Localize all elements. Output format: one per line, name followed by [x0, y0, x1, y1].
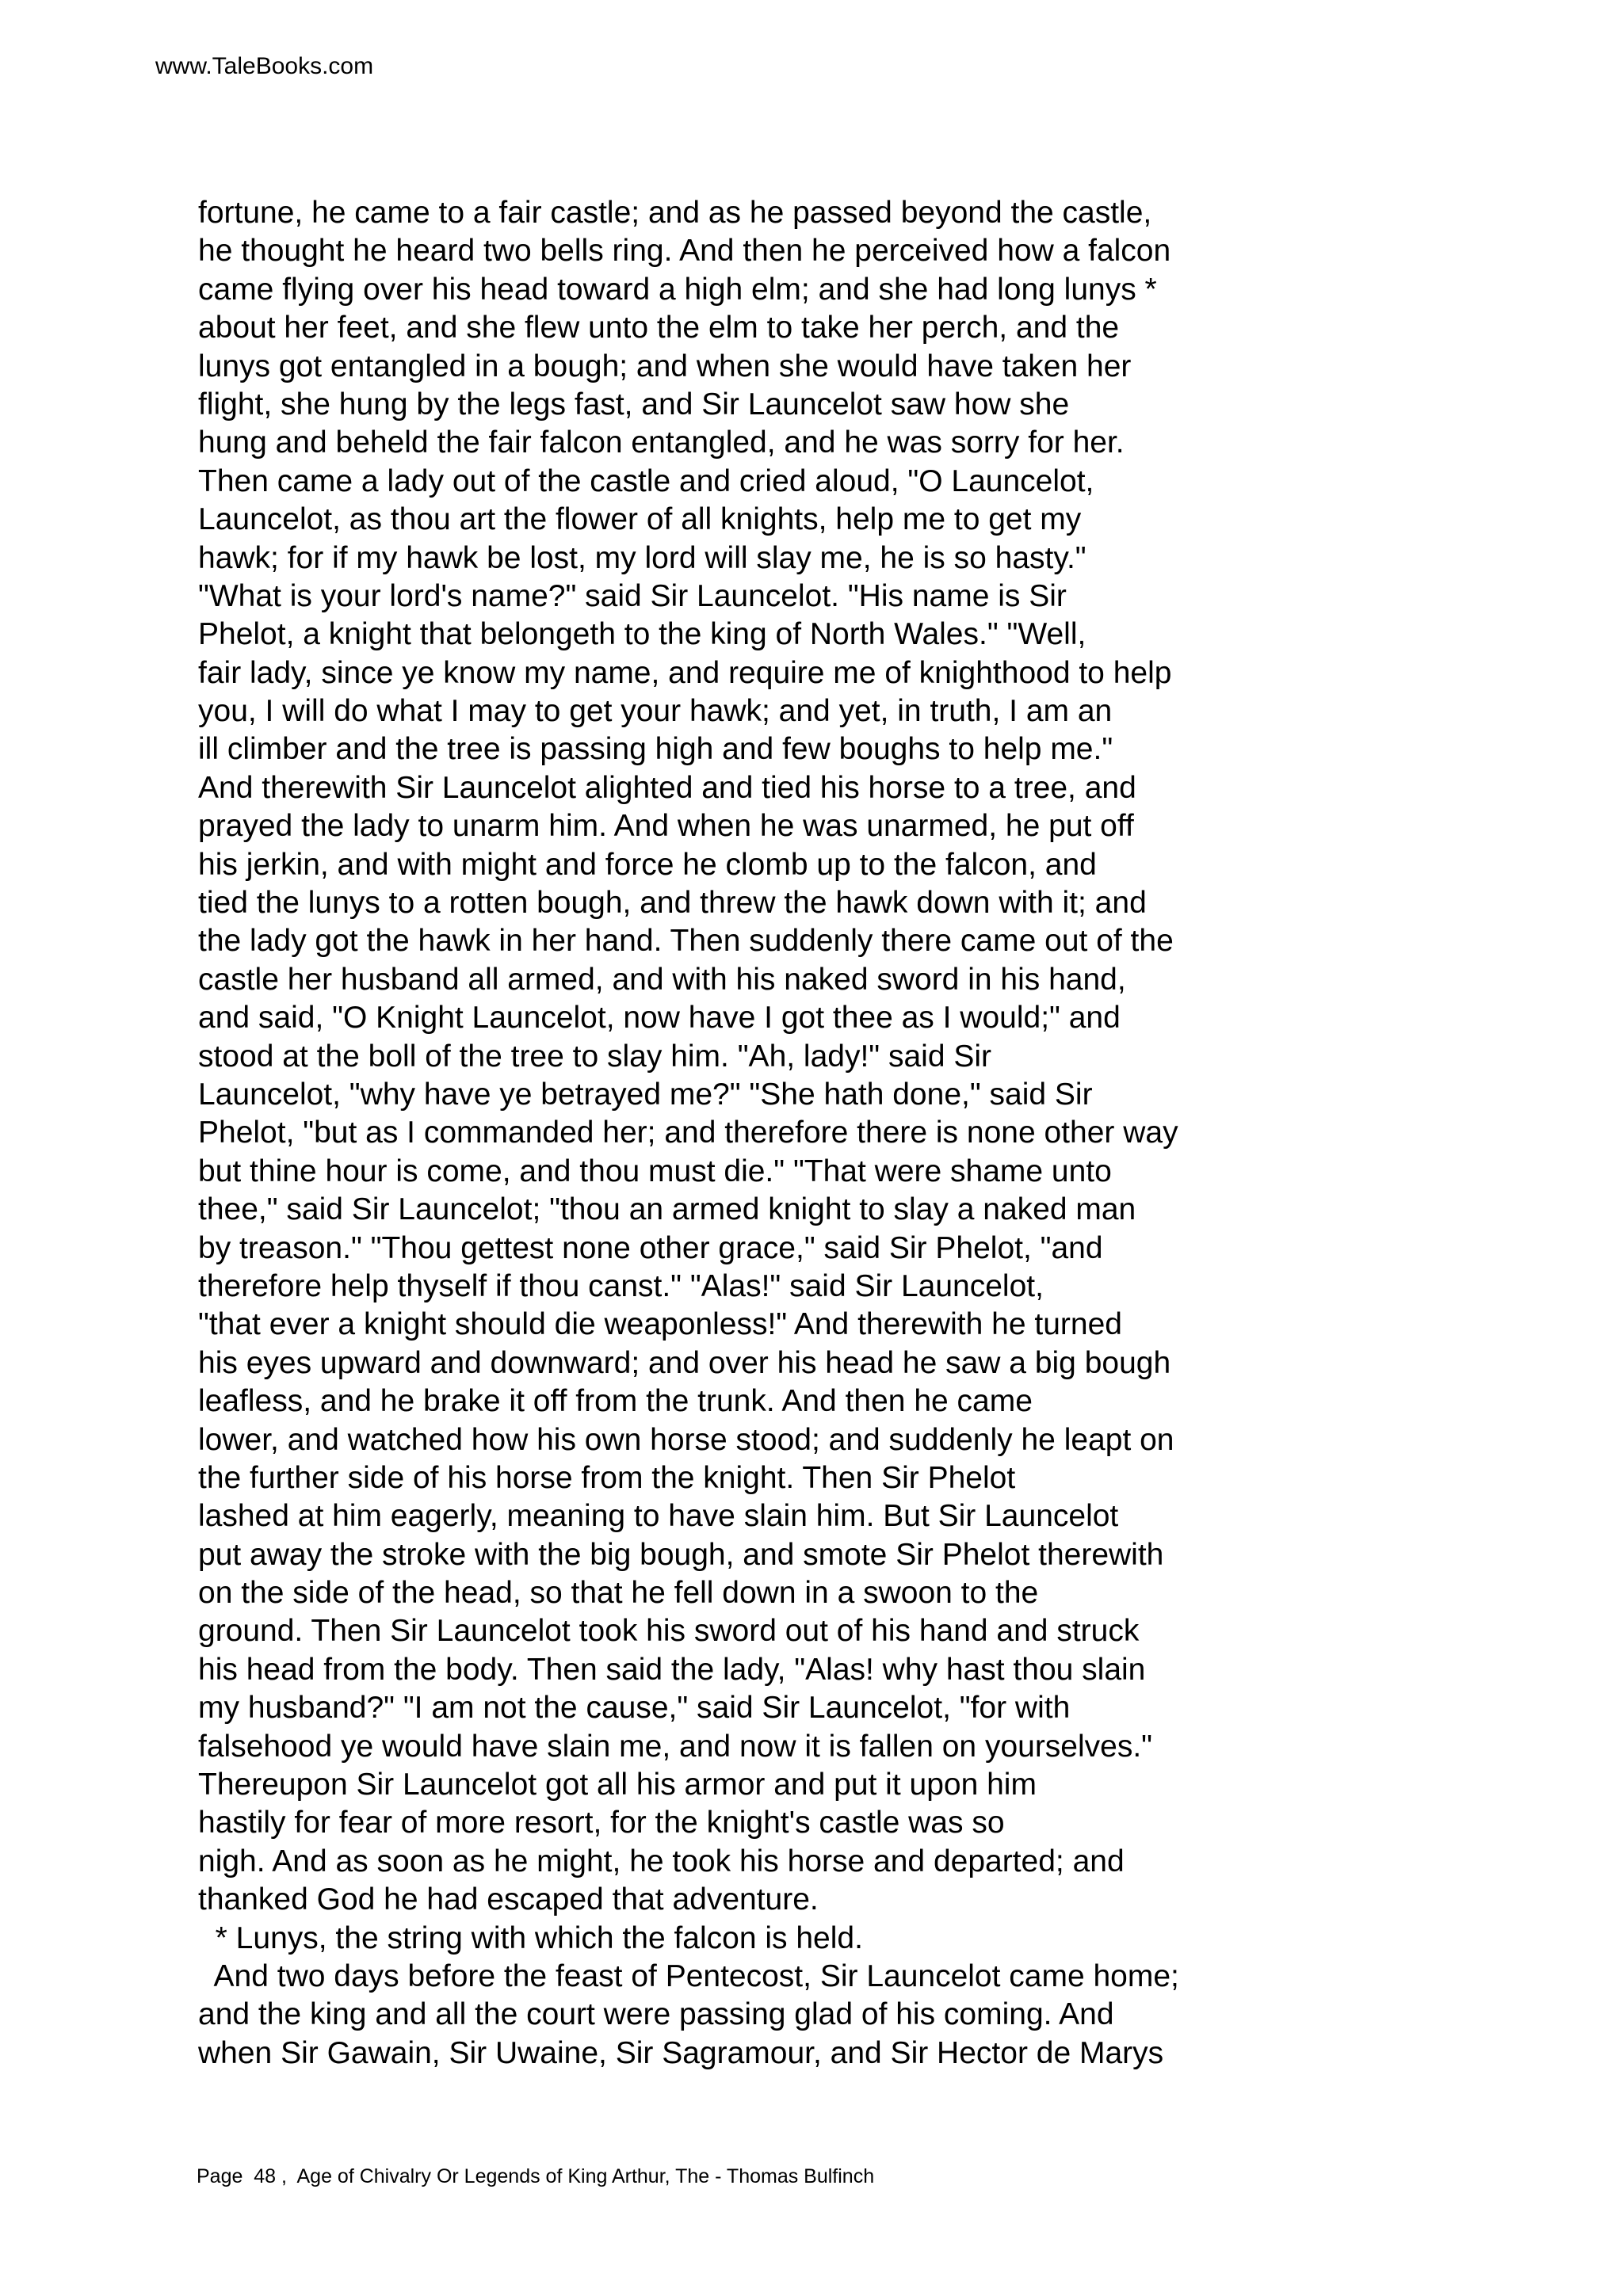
body-text: [198, 194, 1506, 2073]
text-line: hastily for fear of more resort, for the knight's castle was so: [198, 1806, 1005, 1840]
text-line: Thereupon Sir Launcelot got all his armor and put it upon him: [198, 1768, 1037, 1802]
text-line: therefore help thyself if thou canst." "Alas!" said Sir Launcelot,: [198, 1268, 1044, 1303]
page-footer: Page 48 , Age of Chivalry Or Legends of King Arthur, The - Thomas Bulfinch: [197, 2165, 875, 2187]
text-line: Then came a lady out of the castle and cried aloud, "O Launcelot,: [198, 463, 1094, 498]
text-line: but thine hour is come, and thou must die." "That were shame unto: [198, 1154, 1112, 1188]
text-line: my husband?" "I am not the cause," said Sir Launcelot, "for with: [198, 1691, 1071, 1726]
text-line: and said, "O Knight Launcelot, now have I got thee as I would;" and: [198, 1001, 1121, 1035]
text-line: he thought he heard two bells ring. And then he perceived how a falcon: [198, 234, 1171, 269]
text-line: lashed at him eagerly, meaning to have slain him. But Sir Launcelot: [198, 1499, 1119, 1534]
text-line: the further side of his horse from the knight. Then Sir Phelot: [198, 1460, 1016, 1495]
text-line: when Sir Gawain, Sir Uwaine, Sir Sagramour, and Sir Hector de Marys: [198, 2035, 1164, 2070]
text-line: And therewith Sir Launcelot alighted and tied his horse to a tree, and: [198, 770, 1136, 805]
text-line: came flying over his head toward a high elm; and she had long lunys *: [198, 272, 1157, 307]
text-line: hung and beheld the fair falcon entangled, and he was sorry for her.: [198, 425, 1125, 460]
text-line: * Lunys, the string with which the falcon is held.: [198, 1920, 863, 1955]
text-line: his jerkin, and with might and force he clomb up to the falcon, and: [198, 847, 1097, 882]
text-line: And two days before the feast of Pentecost, Sir Launcelot came home;: [198, 1958, 1179, 1993]
text-line: put away the stroke with the big bough, and smote Sir Phelot therewith: [198, 1537, 1164, 1572]
text-line: hawk; for if my hawk be lost, my lord will slay me, he is so hasty.": [198, 540, 1086, 575]
text-line: Launcelot, "why have ye betrayed me?" "She hath done," said Sir: [198, 1077, 1093, 1112]
text-line: thee," said Sir Launcelot; "thou an armed knight to slay a naked man: [198, 1192, 1136, 1227]
text-line: his head from the body. Then said the lady, "Alas! why hast thou slain: [198, 1652, 1146, 1687]
text-line: falsehood ye would have slain me, and now it is fallen on yourselves.": [198, 1729, 1153, 1764]
text-line: fair lady, since ye know my name, and require me of knighthood to help: [198, 655, 1172, 690]
text-line: Launcelot, as thou art the flower of all knights, help me to get my: [198, 502, 1082, 537]
text-line: about her feet, and she flew unto the elm to take her perch, and the: [198, 311, 1120, 345]
text-line: leafless, and he brake it off from the trunk. And then he came: [198, 1384, 1033, 1419]
text-line: the lady got the hawk in her hand. Then suddenly there came out of the: [198, 924, 1174, 959]
text-line: on the side of the head, so that he fell down in a swoon to the: [198, 1576, 1039, 1611]
text-line: Phelot, "but as I commanded her; and therefore there is none other way: [198, 1116, 1178, 1150]
text-line: castle her husband all armed, and with his naked sword in his hand,: [198, 962, 1126, 997]
text-line: Phelot, a knight that belongeth to the king of North Wales." "Well,: [198, 617, 1086, 652]
text-line: by treason." "Thou gettest none other grace," said Sir Phelot, "and: [198, 1230, 1103, 1265]
text-line: ground. Then Sir Launcelot took his sword out of his hand and struck: [198, 1614, 1140, 1649]
text-line: thanked God he had escaped that adventure.: [198, 1882, 819, 1917]
text-line: his eyes upward and downward; and over his head he saw a big bough: [198, 1345, 1171, 1380]
site-header: www.TaleBooks.com: [155, 53, 374, 79]
text-line: fortune, he came to a fair castle; and as he passed beyond the castle,: [198, 196, 1152, 230]
text-line: "that ever a knight should die weaponless!" And therewith he turned: [198, 1307, 1122, 1342]
text-line: tied the lunys to a rotten bough, and threw the hawk down with it; and: [198, 886, 1147, 921]
text-line: lower, and watched how his own horse stood; and suddenly he leapt on: [198, 1422, 1174, 1457]
text-line: you, I will do what I may to get your hawk; and yet, in truth, I am an: [198, 694, 1113, 729]
text-line: prayed the lady to unarm him. And when he was unarmed, he put off: [198, 809, 1134, 844]
text-line: and the king and all the court were passing glad of his coming. And: [198, 1997, 1114, 2032]
text-line: ill climber and the tree is passing high and few boughs to help me.": [198, 732, 1113, 767]
text-line: "What is your lord's name?" said Sir Launcelot. "His name is Sir: [198, 578, 1067, 613]
text-line: stood at the boll of the tree to slay him. "Ah, lady!" said Sir: [198, 1039, 992, 1074]
text-line: nigh. And as soon as he might, he took his horse and departed; and: [198, 1844, 1125, 1878]
text-line: flight, she hung by the legs fast, and Sir Launcelot saw how she: [198, 387, 1070, 421]
text-line: lunys got entangled in a bough; and when she would have taken her: [198, 349, 1132, 383]
